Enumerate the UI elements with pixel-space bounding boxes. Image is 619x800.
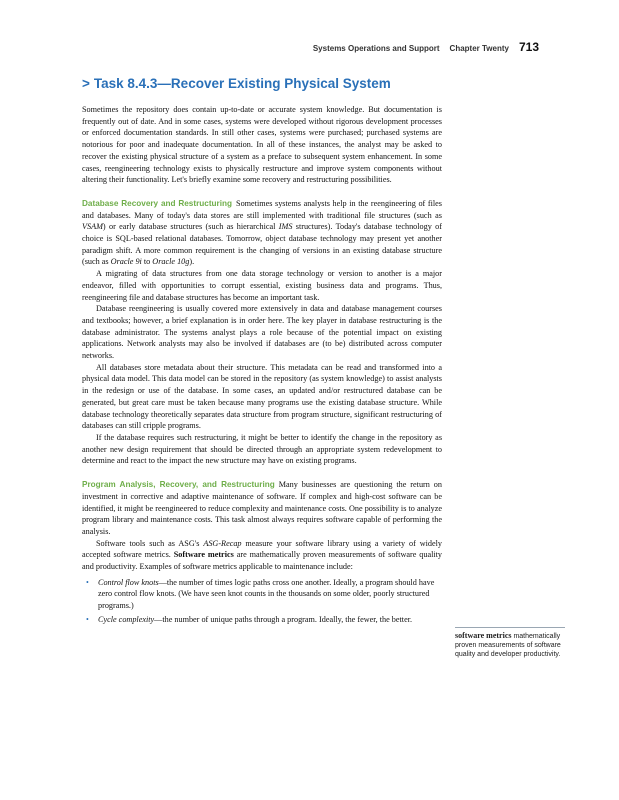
text-run: Software tools such as ASG's: [96, 538, 204, 548]
text-run: measure your software library using a variety of widely accepted software metrics.: [82, 538, 442, 560]
text-run: Sometimes systems analysts help in the reengineering of files and databases. Many of today's data stores are still implemented with traditional file structures (such as: [82, 198, 442, 220]
database-section-paragraph: [82, 198, 442, 268]
list-item-text: —the number of times logic paths cross one another. Ideally, a program should have zero control flow knots. (We have seen knot counts in the thousands on some older, poorly structured programs.): [98, 577, 435, 611]
running-header: [313, 40, 539, 54]
text-run: are mathematically proven measurements of software quality and productivity. Examples of software metrics applicable to maintenance include:: [82, 550, 443, 572]
database-paragraph-3: Database reengineering is usually covered more extensively in data and database management courses and textbooks; however, a brief explanation is in order here. The key player in database restructuring is the database administrator. The systems analyst plays a role because of the potential impact on existing applications. Network analysts may also be involved if databases are (to be) distributed across computer networks.: [82, 304, 442, 361]
body-column: [82, 104, 442, 628]
program-section-heading: Program Analysis, Recovery, and Restructuring: [82, 480, 275, 490]
margin-definition-text: mathematically proven measurements of software quality and developer productivity.: [455, 633, 561, 658]
text-run: ) or early database structures (such as hierarchical: [102, 222, 279, 232]
key-term-software-metrics: Software metrics: [173, 550, 234, 560]
running-title: Systems Operations and Support: [312, 44, 440, 53]
page-number: 713: [518, 40, 539, 54]
term-vsam: VSAM: [82, 222, 103, 232]
term-asg-recap: ASG-Recap: [203, 538, 242, 548]
term-oracle9i: Oracle 9i: [110, 257, 142, 267]
text-run: structures). Today's database technology of choice is SQL-based relational databases. Tomorrow, object database technology may present yet another paradigm shift. A more common requirement is the changing of versions in an existing database structure (such as: [82, 222, 442, 267]
task-arrow-icon: >: [82, 76, 90, 91]
text-run: Many businesses are questioning the return on investment in corrective and adaptive maintenance of software. If complex and high-cost software can be identified, it might be reengineered to reduce complexity and maintenance costs. One possibility is to analyze program library and maintenance costs. This task almost always requires software capable of performing the analysis.: [82, 480, 442, 536]
list-item: [82, 614, 442, 626]
program-paragraph-2: [82, 538, 442, 573]
bullet-icon: •: [86, 577, 89, 587]
margin-definition: [455, 627, 565, 659]
database-paragraph-5: If the database requires such restructuring, it might be better to identify the change in the repository as another new design requirement that should be directed through an appropriate system redevelopment to determine and react to the impact the new structure may have on existing programs.: [82, 432, 442, 466]
metrics-list: [82, 577, 442, 626]
bullet-icon: •: [86, 614, 89, 624]
text-run: ).: [189, 257, 195, 267]
database-paragraph-2: A migrating of data structures from one data storage technology or version to another is a major endeavor, filled with opportunities to corrupt essential, existing business data and programs. Thus, reengineering file and database structures has become an important task.: [82, 269, 442, 302]
term-oracle10g: Oracle 10g: [152, 257, 190, 267]
task-title: Task 8.4.3—Recover Existing Physical System: [93, 76, 391, 91]
database-section-heading: Database Recovery and Restructuring: [82, 198, 233, 208]
task-heading: [82, 76, 391, 91]
list-item: [82, 577, 442, 612]
list-item-term: Cycle complexity: [98, 614, 155, 624]
term-ims: IMS: [278, 222, 293, 232]
database-paragraph-4: All databases store metadata about their structure. This metadata can be read and transformed into a physical data model. This data model can be stored in the repository (as system knowledge) to assist analysts in the redesign or use of the database. In some cases, an updated and/or restructured database can be generated, but great care must be taken because many programs use the existing database structure. While database technology theoretically separates data structure from program structure, significant restructuring of databases can still cripple programs.: [82, 362, 442, 431]
program-section-paragraph: [82, 479, 442, 538]
intro-paragraph: Sometimes the repository does contain up-to-date or accurate system knowledge. But documentation is frequently out of date. And in some cases, systems were developed without rigorous development processes or enforced documentation standards. In still other cases, systems were purchased; purchased systems are notorious for poor and inadequate documentation. In all of these instances, the analyst may be asked to recover the existing physical structure of a system as a preface to subsequent system enhancement. In some cases, reengineering technology exists to physically restructure and improve system components without altering their functionality. Let's briefly examine some recovery and restructuring possibilities.: [82, 105, 442, 185]
list-item-term: Control flow knots: [98, 577, 159, 587]
list-item-text: —the number of unique paths through a program. Ideally, the fewer, the better.: [154, 614, 413, 624]
chapter-label: Chapter Twenty: [449, 44, 509, 53]
text-run: to: [141, 257, 153, 267]
margin-term: software metrics: [455, 631, 512, 640]
